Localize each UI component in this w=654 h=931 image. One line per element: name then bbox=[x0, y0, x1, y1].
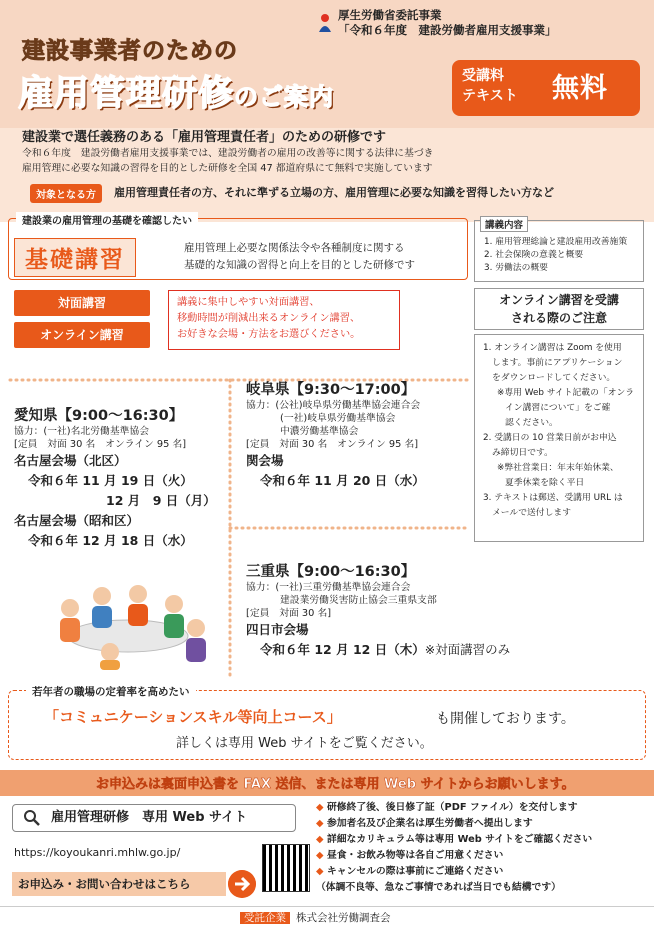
website-search-text: 雇用管理研修 専用 Web サイト bbox=[51, 810, 248, 825]
footer bbox=[240, 910, 391, 925]
gifu-section bbox=[246, 378, 425, 491]
mie-section bbox=[246, 560, 510, 660]
note-item: ◆ 参加者名及び企業名は厚生労働者へ提出します bbox=[316, 818, 533, 829]
target-text: 雇用管理責任者の方、それに準ずる立場の方、雇用管理に必要な知識を習得したい方など bbox=[114, 186, 554, 199]
fee-value: 無料 bbox=[552, 73, 608, 104]
note-text: キャンセルの際は事前にご連絡ください bbox=[326, 866, 504, 877]
aichi-pref: 愛知県 bbox=[14, 408, 58, 424]
notice-line: 3. テキストは郵送、受講用 URL は bbox=[483, 493, 623, 503]
note-item: ◆ 詳細なカリキュラム等は専用 Web サイトをご確認ください bbox=[316, 834, 593, 845]
mie-date: 令和６年 12 月 12 日（木） bbox=[260, 642, 425, 657]
notice-line: ※専用 Web サイト記載の「オンラ bbox=[497, 388, 635, 398]
aichi-quota: [定員 対面 30 名 オンライン 95 名] bbox=[14, 439, 187, 450]
mie-date-note: ※対面講習のみ bbox=[424, 642, 511, 657]
gifu-date: 令和６年 11 月 20 日（水） bbox=[260, 473, 425, 488]
notice-line: み締切日です。 bbox=[492, 448, 553, 458]
title-main: 雇用管理研修 bbox=[18, 74, 235, 114]
kiso-description bbox=[184, 240, 415, 274]
course-item: 3. 労働法の概要 bbox=[484, 263, 548, 273]
note-text: 詳細なカリキュラム等は専用 Web サイトをご確認ください bbox=[326, 834, 593, 845]
search-icon bbox=[23, 809, 41, 827]
ministry-credit bbox=[338, 8, 557, 38]
title-line-1: 建設事業者のための bbox=[22, 38, 238, 64]
kiso-title: 基礎講習 bbox=[14, 238, 136, 277]
notice-line: 2. 受講日の 10 営業日前がお申込 bbox=[483, 433, 617, 443]
mode-note-1: 講義に集中しやすい対面講習、 bbox=[177, 297, 320, 308]
gifu-venue: 関会場 bbox=[246, 453, 284, 468]
mie-coop-1: 協力：(一社)三重労働基準協会連合会 bbox=[246, 582, 411, 593]
ministry-line-2: 「令和６年度 建設労働者雇用支援事業」 bbox=[338, 23, 557, 37]
fee-label-1: 受講料 bbox=[462, 68, 504, 84]
note-item-extra: （体調不良等、急なご事情であれば当日でも結構です） bbox=[316, 882, 561, 893]
note-text: 昼食・お飲み物等は各自ご用意ください bbox=[326, 850, 504, 861]
mie-pref: 三重県 bbox=[246, 564, 290, 580]
aichi-section bbox=[14, 404, 216, 551]
intro-lead: 建設業で選任義務のある「雇用管理責任者」のための研修です bbox=[22, 130, 387, 145]
mode-note bbox=[168, 290, 400, 350]
kiso-desc-1: 雇用管理上必要な関係法令や各種制度に関する bbox=[184, 242, 405, 254]
mie-time: 【9:00～16:30】 bbox=[289, 564, 416, 580]
website-url[interactable]: https://koyoukanri.mhlw.go.jp/ bbox=[14, 846, 181, 859]
gifu-coop-2: (一社)岐阜県労働基準協会 bbox=[280, 413, 396, 424]
arrow-right-icon bbox=[228, 870, 256, 898]
online-notice-body bbox=[474, 334, 644, 542]
gifu-quota: [定員 対面 30 名 オンライン 95 名] bbox=[246, 439, 419, 450]
gifu-time: 【9:30～17:00】 bbox=[289, 382, 416, 398]
aichi-venue-1: 名古屋会場（北区） bbox=[14, 453, 127, 468]
online-notice-title bbox=[474, 288, 644, 330]
course-item: 2. 社会保険の意義と概要 bbox=[484, 250, 584, 260]
communication-tag: 若年者の職場の定着率を高めたい bbox=[26, 684, 196, 699]
website-search-box[interactable] bbox=[12, 804, 296, 832]
kiso-tag: 建設業の雇用管理の基礎を確認したい bbox=[16, 212, 198, 227]
notice-line: イン講習について」をご確 bbox=[505, 403, 611, 413]
fee-label-2: テキスト bbox=[462, 88, 518, 104]
note-text: 参加者名及び企業名は厚生労働者へ提出します bbox=[326, 818, 533, 829]
notice-line: をダウンロードしてください。 bbox=[492, 373, 616, 383]
footer-company: 株式会社労働調査会 bbox=[296, 912, 391, 924]
note-item: ◆ 研修終了後、後日修了証（PDF ファイル）を交付します bbox=[316, 802, 578, 813]
aichi-time: 【9:00～16:30】 bbox=[57, 408, 184, 424]
gifu-coop-1: 協力：(公社)岐阜県労働基準協会連合会 bbox=[246, 400, 421, 411]
notice-line: 夏季休業を除く平日 bbox=[505, 478, 585, 488]
mie-quota: [定員 対面 30 名] bbox=[246, 608, 332, 619]
intro-desc-1: 令和６年度 建設労働者雇用支援事業では、建設労働者の雇用の改善等に関する法律に基づき bbox=[22, 148, 434, 159]
meeting-illustration bbox=[40, 578, 210, 670]
free-badge bbox=[452, 60, 640, 116]
note-text: 研修終了後、後日修了証（PDF ファイル）を交付します bbox=[326, 802, 578, 813]
gifu-pref: 岐阜県 bbox=[246, 382, 290, 398]
notice-line: ※弊社営業日：年末年始休業、 bbox=[497, 463, 619, 473]
mode-note-3: お好きな会場・方法をお選びください。 bbox=[177, 329, 361, 340]
title-suffix: のご案内 bbox=[234, 83, 335, 111]
notes-list bbox=[316, 800, 592, 896]
note-item: ◆ キャンセルの際は事前にご連絡ください bbox=[316, 866, 504, 877]
ministry-line-1: 厚生労働省委託事業 bbox=[338, 8, 442, 22]
intro-description bbox=[22, 146, 642, 176]
mie-venue: 四日市会場 bbox=[246, 622, 309, 637]
mode-note-2: 移動時間が削減出来るオンライン講習、 bbox=[177, 313, 361, 324]
page-title bbox=[18, 66, 334, 116]
kiso-desc-2: 基礎的な知識の習得と向上を目的とした研修です bbox=[184, 259, 415, 271]
aichi-coop: 協力：(一社)名北労働基準協会 bbox=[14, 426, 150, 437]
course-tag: 講義内容 bbox=[480, 216, 528, 232]
note-item: ◆ 昼食・お飲み物等は各自ご用意ください bbox=[316, 850, 504, 861]
aichi-venue-2: 名古屋会場（昭和区） bbox=[14, 513, 140, 528]
mie-coop-2: 建設業労働災害防止協会三重県支部 bbox=[280, 595, 437, 606]
communication-sub: 詳しくは専用 Web サイトをご覧ください。 bbox=[176, 736, 433, 751]
aichi-date-1a: 令和６年 11 月 19 日（火） bbox=[28, 473, 193, 488]
target-tag: 対象となる方 bbox=[30, 184, 102, 203]
online-label: オンライン講習 bbox=[14, 322, 150, 348]
aichi-date-1b: 12 月 9 日（月） bbox=[106, 493, 216, 508]
footer-tag: 受託企業 bbox=[240, 912, 290, 924]
aichi-date-2: 令和６年 12 月 18 日（水） bbox=[28, 533, 193, 548]
online-notice-title-2: される際のご注意 bbox=[510, 311, 607, 325]
inquiry-label: お申込み・お問い合わせはこちら bbox=[12, 872, 226, 896]
notice-line: 1. オンライン講習は Zoom を使用 bbox=[483, 343, 622, 353]
apply-instruction: お申込みは裏面申込書を FAX 送信、または専用 Web サイトからお願いします。 bbox=[96, 777, 575, 792]
ministry-logo-icon bbox=[316, 12, 334, 32]
communication-title: 「コミュニケーションスキル等向上コース」 bbox=[44, 708, 342, 726]
course-list bbox=[484, 236, 627, 275]
face-to-face-label: 対面講習 bbox=[14, 290, 150, 316]
qr-code[interactable] bbox=[262, 844, 310, 892]
intro-desc-2: 雇用管理に必要な知識の習得を目的とした研修を全国 47 都道府県にて無料で実施しています bbox=[22, 163, 433, 174]
communication-after: も開催しております。 bbox=[436, 711, 575, 727]
course-item: 1. 雇用管理総論と建設雇用改善施策 bbox=[484, 237, 628, 247]
notice-line: 認ください。 bbox=[505, 418, 558, 428]
notice-line: メールで送付します bbox=[492, 508, 571, 518]
online-notice-title-1: オンライン講習を受講 bbox=[499, 293, 619, 307]
footer-divider bbox=[0, 906, 654, 907]
gifu-coop-3: 中濃労働基準協会 bbox=[280, 426, 359, 437]
notice-line: します。事前にアプリケーション bbox=[492, 358, 623, 368]
